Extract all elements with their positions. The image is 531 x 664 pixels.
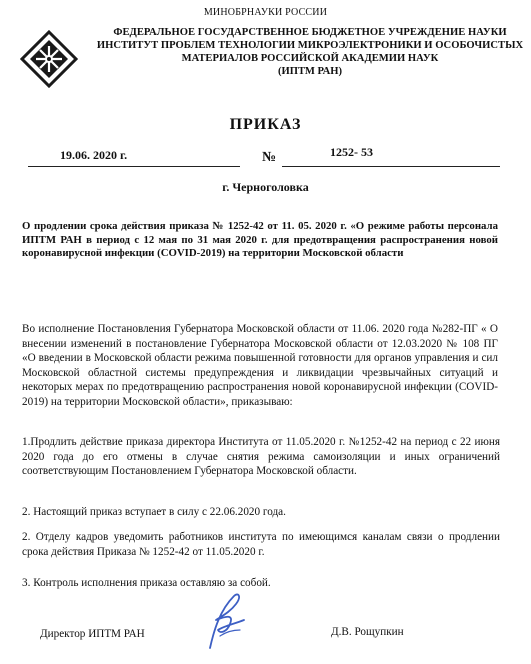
number-sign: № bbox=[262, 150, 277, 165]
order-item: 2. Настоящий приказ вступает в силу с 22.06.2020 года. bbox=[22, 506, 286, 518]
order-item: 3. Контроль исполнения приказа оставляю за собой. bbox=[22, 577, 271, 589]
handwritten-signature bbox=[200, 590, 252, 652]
org-line: ФЕДЕРАЛЬНОЕ ГОСУДАРСТВЕННОЕ БЮДЖЕТНОЕ УЧРЕЖДЕНИЕ НАУКИ bbox=[113, 27, 507, 38]
org-line: ИНСТИТУТ ПРОБЛЕМ ТЕХНОЛОГИИ МИКРОЭЛЕКТРОНИКИ И ОСОБОЧИСТЫХ bbox=[96, 40, 524, 51]
order-item: 1.Продлить действие приказа директора Института от 11.05.2020 г. №1252-42 на период с 22 июня 2020 года до его отмены в случае снятия режима самоизоляции и иных ограничений соответствующим Постановлением Губернатора Московской области. bbox=[22, 436, 500, 478]
preamble-paragraph: Во исполнение Постановления Губернатора Московской области от 11.06. 2020 года №282-ПГ « О внесении изменений в постановление Губернатора Московской области от 12.03.2020 № 108 ПГ «О введении в Московской области режима повышенной готовности для органов управления и сил Московской областной системы предупреждения и ликвидации чрезвычайных ситуаций и некоторых мерах по предотвращению распространения новой коронавирусной инфекции (COVID-2019) на территории Московской области», приказываю: bbox=[22, 323, 498, 408]
ministry-header: МИНОБРНАУКИ РОССИИ bbox=[203, 7, 328, 18]
order-date: 19.06. 2020 г. bbox=[60, 148, 128, 162]
city: г. Черноголовка bbox=[222, 180, 309, 194]
signer-title: Директор ИПТМ РАН bbox=[40, 628, 145, 640]
signer-name: Д.В. Рощупкин bbox=[331, 626, 404, 638]
organization-name bbox=[95, 26, 525, 78]
org-line: (ИПТМ РАН) bbox=[277, 66, 343, 77]
order-number: 1252- 53 bbox=[330, 145, 373, 159]
document-type: ПРИКАЗ bbox=[229, 116, 302, 133]
number-underline bbox=[282, 166, 500, 167]
institute-logo bbox=[20, 30, 78, 88]
date-underline bbox=[28, 166, 240, 167]
org-line: МАТЕРИАЛОВ РОССИЙСКОЙ АКАДЕМИИ НАУК bbox=[181, 53, 439, 64]
order-subject: О продлении срока действия приказа № 1252-42 от 11. 05. 2020 г. «О режиме работы персонала ИПТМ РАН в период с 12 мая по 31 мая 2020 г. для предотвращения распространения новой коронавирусной инфекции (COVID-2019) на территории Московской области bbox=[22, 220, 498, 259]
order-item: 2. Отделу кадров уведомить работников института по имеющимся каналам связи о продлении срока действия Приказа № 1252-42 от 11.05.2020 г. bbox=[22, 531, 500, 558]
